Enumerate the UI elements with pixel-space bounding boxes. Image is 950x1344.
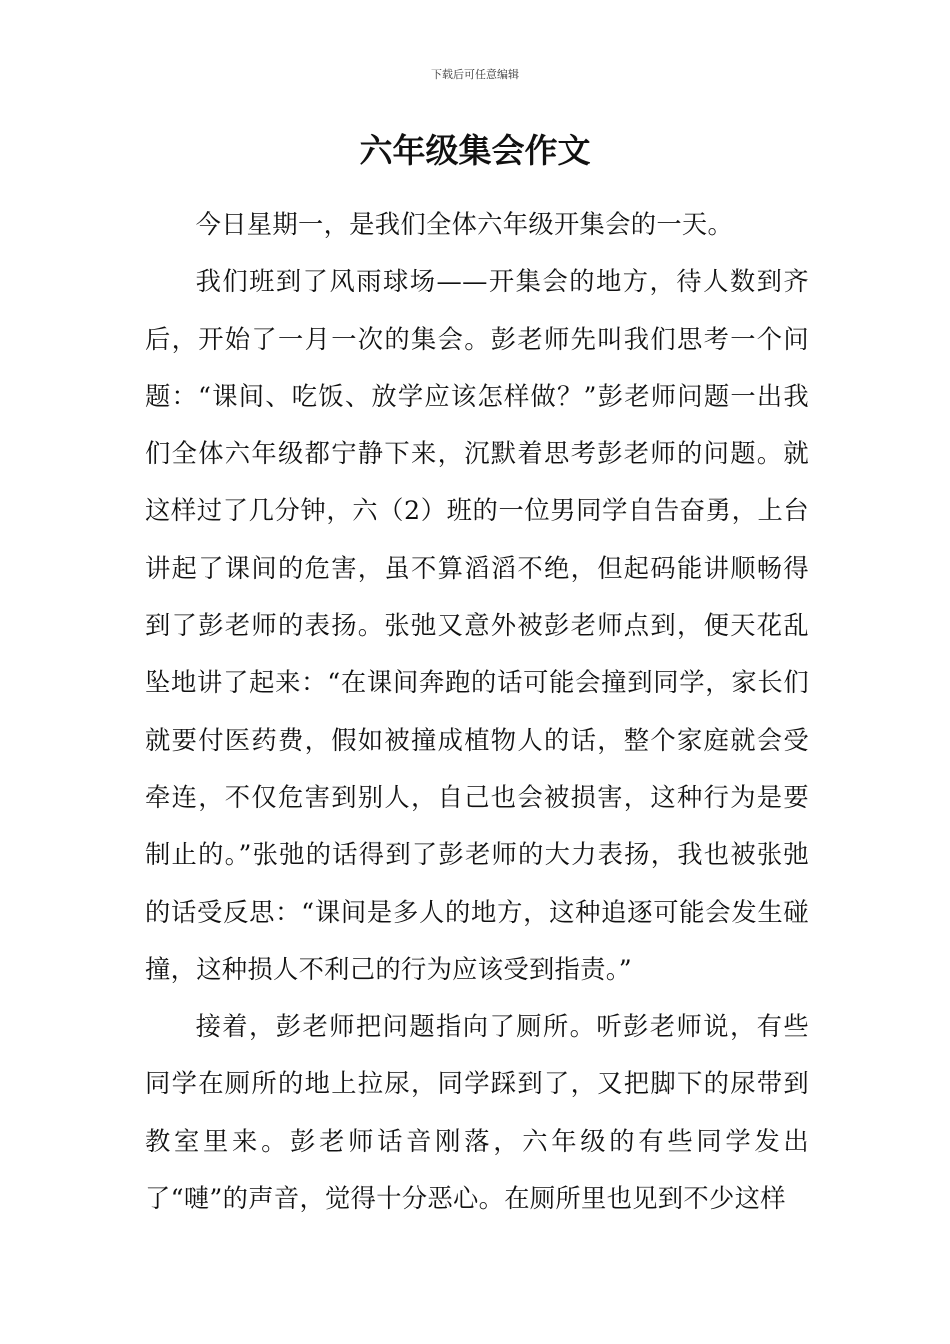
document-body [145, 196, 809, 1227]
paragraph-1: 今日星期一，是我们全体六年级开集会的一天。 [195, 210, 734, 239]
paragraph-3: 接着，彭老师把问题指向了厕所。听彭老师说，有些同学在厕所的地上拉尿，同学踩到了，又把脚下的尿带到教室里来。彭老师话音刚落，六年级的有些同学发出了“嗹”的声音，觉得十分恶心。在厕所里也见到不少这样 [145, 1012, 809, 1214]
document-title: 六年级集会作文 [359, 131, 591, 170]
header-note: 下载后可任意编辑 [431, 68, 519, 81]
paragraph-2: 我们班到了风雨球场——开集会的地方，待人数到齐后，开始了一月一次的集会。彭老师先叫我们思考一个问题：“课间、吃饭、放学应该怎样做？”彭老师问题一出我们全体六年级都宁静下来，沉默着思考彭老师的问题。就这样过了几分钟，六（2）班的一位男同学自告奋勇，上台讲起了课间的危害，虽不算滔滔不绝，但起码能讲顺畅得到了彭老师的表扬。张弛又意外被彭老师点到，便天花乱坠地讲了起来：“在课间奔跑的话可能会撞到同学，家长们就要付医药费，假如被撞成植物人的话，整个家庭就会受牵连，不仅危害到别人，自己也会被损害，这种行为是要制止的。”张弛的话得到了彭老师的大力表扬，我也被张弛的话受反思：“课间是多人的地方，这种追逐可能会发生碰撞，这种损人不利己的行为应该受到指责。” [145, 267, 809, 984]
